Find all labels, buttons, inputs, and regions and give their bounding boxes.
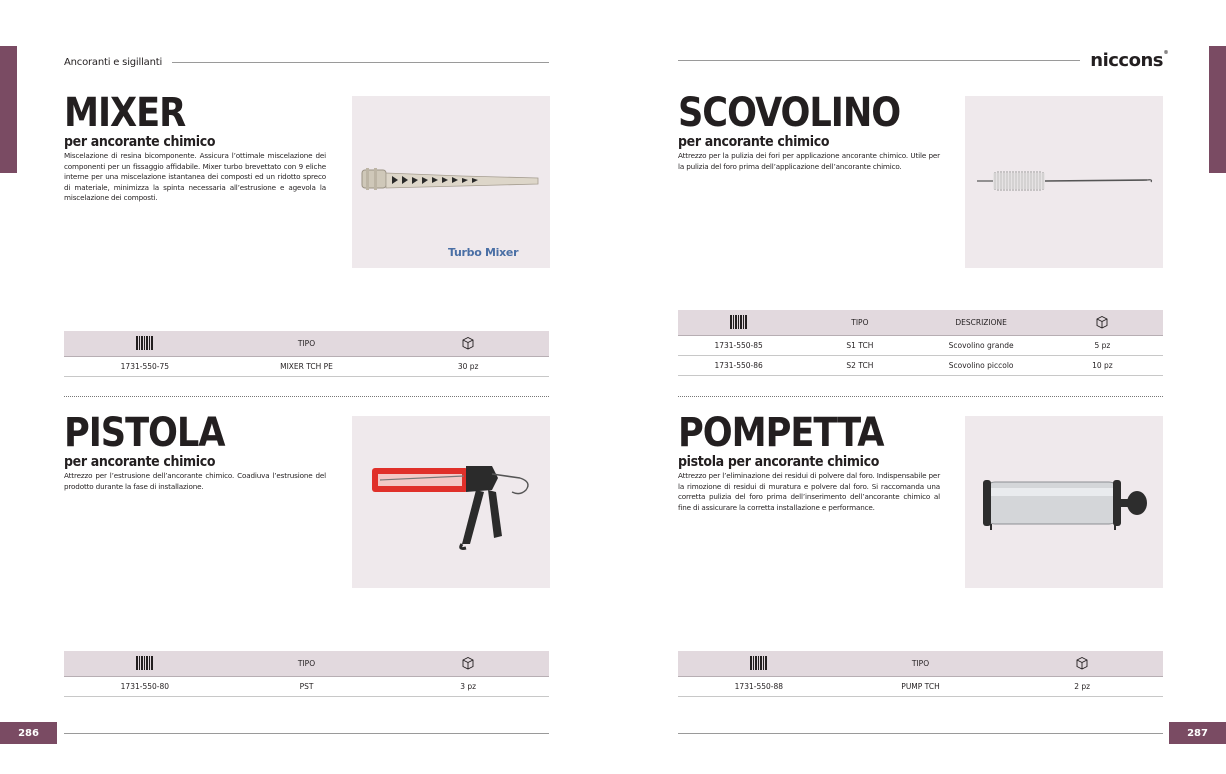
- product-code: 1731-550-86: [714, 361, 763, 370]
- header-divider: [678, 60, 1080, 61]
- product-title: MIXER: [64, 90, 186, 136]
- turbo-mixer-brand: Turbo Mixer: [448, 246, 519, 259]
- table-header: [64, 651, 549, 677]
- barcode-icon: [136, 656, 153, 670]
- code-column-header: [678, 656, 840, 672]
- header-divider: [172, 62, 549, 63]
- left-page-header: [64, 57, 549, 68]
- blow-pump-icon: [965, 416, 1163, 588]
- box-icon: [461, 336, 475, 350]
- product-title: SCOVOLINO: [678, 90, 901, 136]
- page-number-left: 286: [0, 722, 57, 744]
- barcode-icon: [136, 336, 153, 350]
- table-header: [678, 310, 1163, 336]
- page-number-right: 287: [1169, 722, 1226, 744]
- product-code: 1731-550-85: [714, 341, 763, 350]
- product-type: MIXER TCH PE: [280, 362, 333, 371]
- footer-divider: [678, 733, 1163, 734]
- quantity-column-header: [1042, 315, 1163, 331]
- logo-text: niccons: [1090, 50, 1163, 71]
- product-type: S2 TCH: [846, 361, 874, 370]
- mixer-table: [64, 331, 549, 377]
- table-header: [64, 331, 549, 357]
- pistola-table: [64, 651, 549, 697]
- right-page-header: [678, 50, 1168, 71]
- left-side-tab: [0, 46, 17, 173]
- box-icon: [461, 656, 475, 670]
- table-header: [678, 651, 1163, 677]
- product-type: PST: [299, 682, 314, 691]
- product-subtitle: pistola per ancorante chimico: [678, 454, 880, 470]
- product-description: Attrezzo per l’eliminazione dei residui di polvere dal foro. Indispensabile per la rimozione di residui di muratura e polvere dal foro. Si raccomanda una corretta pulizia del foro prima dell’inserimento dell’ancorante chimico al fine di assicurare la corretta installazione e performance.: [678, 471, 940, 512]
- product-description: Miscelazione di resina bicomponente. Assicura l’ottimale miscelazione dei componenti per un fissaggio affidabile. Mixer turbo brevettato con 9 eliche interne per una miscelazione istantanea dei composti ed un ridotto spreco di materiale, minimizza la spinta necessaria all’estrusione e agevola la miscelazione dei composti.: [64, 151, 326, 203]
- product-title: PISTOLA: [64, 410, 225, 456]
- section-separator: [64, 396, 549, 397]
- niccons-logo: [1090, 50, 1168, 71]
- barcode-icon: [730, 315, 747, 329]
- pompetta-image: [965, 416, 1163, 588]
- quantity-column-header: [1001, 656, 1163, 672]
- quantity-column-header: [387, 656, 549, 672]
- code-column-header: [64, 336, 226, 352]
- pistola-image: [352, 416, 550, 588]
- product-description: Attrezzo per l’estrusione dell’ancorante chimico. Coadiuva l’estrusione del prodotto durante la fase di installazione.: [64, 471, 326, 491]
- product-subtitle: per ancorante chimico: [64, 134, 216, 150]
- section-title: Ancoranti e sigillanti: [64, 57, 163, 68]
- caulking-gun-icon: [352, 416, 550, 588]
- product-subtitle: per ancorante chimico: [678, 134, 830, 150]
- product-description: Attrezzo per la pulizia dei fori per applicazione ancorante chimico. Utile per la pulizia del foro prima dell’applicazione dell’ancorante chimico.: [678, 151, 940, 171]
- scovolino-table: [678, 310, 1163, 376]
- tipo-column-header: TIPO: [297, 659, 316, 668]
- product-quantity: 30 pz: [457, 362, 479, 371]
- tipo-column-header: TIPO: [851, 318, 869, 327]
- tipo-column-header: TIPO: [911, 659, 930, 668]
- product-type: S1 TCH: [846, 341, 874, 350]
- descrizione-column-header: DESCRIZIONE: [955, 318, 1007, 327]
- box-icon: [1075, 656, 1089, 670]
- section-separator: [678, 396, 1163, 397]
- quantity-column-header: [387, 336, 549, 352]
- product-code: 1731-550-88: [734, 682, 784, 691]
- logo-registered-mark: ®: [1163, 50, 1168, 56]
- product-title: POMPETTA: [678, 410, 884, 456]
- table-row: [678, 356, 1163, 376]
- scovolino-image: [965, 96, 1163, 268]
- product-quantity: 5 pz: [1094, 341, 1111, 350]
- tipo-column-header: TIPO: [297, 339, 316, 348]
- mixer-nozzle-icon: [352, 96, 550, 268]
- product-description-cell: Scovolino grande: [948, 341, 1014, 350]
- pompetta-table: [678, 651, 1163, 697]
- code-column-header: [64, 656, 226, 672]
- product-code: 1731-550-75: [120, 362, 170, 371]
- product-quantity: 3 pz: [460, 682, 477, 691]
- right-side-tab: [1209, 46, 1226, 173]
- table-row: [678, 677, 1163, 697]
- code-column-header: [678, 315, 799, 331]
- box-icon: [1095, 315, 1109, 329]
- product-quantity: 10 pz: [1092, 361, 1113, 370]
- product-description-cell: Scovolino piccolo: [948, 361, 1014, 370]
- table-row: [64, 357, 549, 377]
- product-type: PUMP TCH: [901, 682, 940, 691]
- product-subtitle: per ancorante chimico: [64, 454, 216, 470]
- product-quantity: 2 pz: [1074, 682, 1091, 691]
- mixer-image: [352, 96, 550, 268]
- table-row: [678, 336, 1163, 356]
- cleaning-brush-icon: [965, 96, 1163, 268]
- barcode-icon: [750, 656, 767, 670]
- footer-divider: [64, 733, 549, 734]
- product-code: 1731-550-80: [120, 682, 170, 691]
- table-row: [64, 677, 549, 697]
